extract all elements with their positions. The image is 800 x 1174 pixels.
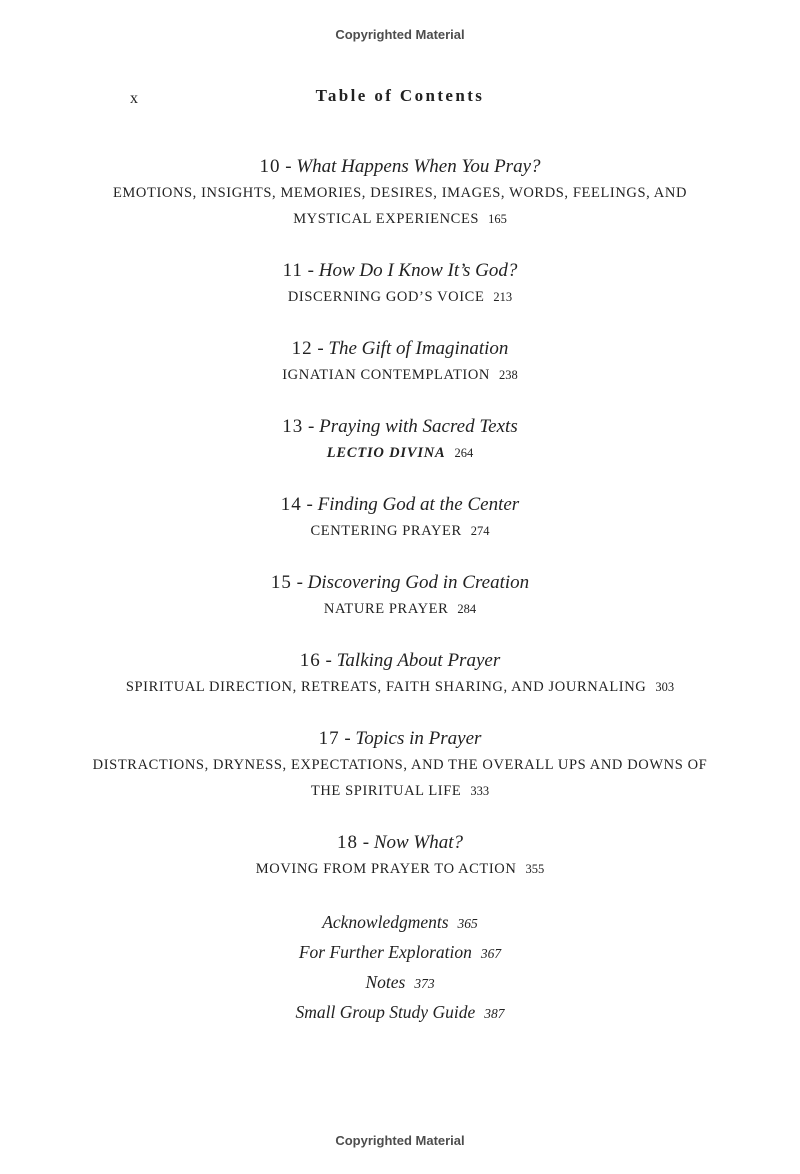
chapter-page-number: 355 [525, 862, 545, 876]
chapter-number: 10 [259, 156, 281, 177]
chapter-heading [90, 336, 710, 362]
chapter-title: Topics in Prayer [355, 728, 482, 749]
chapter-page-number: 264 [454, 446, 474, 460]
back-matter-item [90, 938, 710, 968]
chapter-subtitle-line [90, 596, 710, 622]
chapter-separator: - [291, 572, 308, 593]
chapter-subtitle-line [90, 180, 710, 232]
chapter-number: 13 [282, 416, 304, 437]
chapter-title: Talking About Prayer [336, 650, 501, 671]
chapter-page-number: 333 [470, 784, 490, 798]
back-matter-title: Small Group Study Guide [295, 1002, 476, 1022]
chapter-heading [90, 570, 710, 596]
chapter-subtitle: LECTIO DIVINA [326, 445, 446, 461]
back-matter-title: Notes [365, 972, 406, 992]
chapter-heading [90, 154, 710, 180]
toc-chapter-entry [90, 570, 710, 622]
chapter-number: 17 [318, 728, 340, 749]
toc-chapter-entry [90, 336, 710, 388]
chapter-subtitle-line [90, 518, 710, 544]
chapter-heading [90, 414, 710, 440]
chapter-heading [90, 830, 710, 856]
toc-chapter-entry [90, 414, 710, 466]
page-header [0, 86, 800, 110]
chapter-number: 18 [336, 832, 358, 853]
chapter-subtitle-line [90, 440, 710, 466]
toc-chapter-entry [90, 492, 710, 544]
chapter-subtitle-line [90, 284, 710, 310]
chapter-number: 11 [282, 260, 303, 281]
chapter-title: What Happens When You Pray? [296, 156, 541, 177]
back-matter-item [90, 908, 710, 938]
chapter-heading [90, 492, 710, 518]
chapter-title: How Do I Know It’s God? [318, 260, 518, 281]
back-matter-page-number: 373 [414, 976, 435, 991]
chapter-subtitle-line [90, 752, 710, 804]
chapter-heading [90, 258, 710, 284]
chapter-subtitle: NATURE PRAYER [323, 601, 449, 617]
back-matter-title: Acknowledgments [322, 912, 449, 932]
chapter-subtitle: EMOTIONS, INSIGHTS, MEMORIES, DESIRES, IMAGES, WORDS, FEELINGS, AND MYSTICAL EXPERIENCES [112, 185, 688, 227]
chapter-page-number: 274 [470, 524, 490, 538]
chapter-number: 12 [291, 338, 313, 359]
chapter-subtitle-line [90, 674, 710, 700]
back-matter-title: For Further Exploration [298, 942, 472, 962]
chapter-subtitle-line [90, 362, 710, 388]
chapter-separator: - [320, 650, 337, 671]
toc-chapter-entry [90, 648, 710, 700]
chapter-subtitle: IGNATIAN CONTEMPLATION [282, 367, 490, 383]
chapter-page-number: 165 [488, 212, 507, 226]
chapter-separator: - [303, 416, 320, 437]
chapter-page-number: 238 [498, 368, 518, 382]
chapter-separator: - [357, 832, 374, 853]
chapter-page-number: 303 [655, 680, 675, 694]
chapter-title: Finding God at the Center [317, 494, 520, 515]
chapter-heading [90, 648, 710, 674]
copyright-notice-bottom: Copyrighted Material [335, 1133, 465, 1148]
toc-chapter-entry [90, 154, 710, 232]
chapter-separator: - [301, 494, 318, 515]
chapter-number: 15 [270, 572, 292, 593]
chapter-title: The Gift of Imagination [328, 338, 509, 359]
back-matter-page-number: 365 [457, 916, 478, 931]
chapter-subtitle: MOVING FROM PRAYER TO ACTION [255, 861, 517, 877]
back-matter-item [90, 998, 710, 1028]
chapter-title: Now What? [373, 832, 464, 853]
toc-chapter-entry [90, 726, 710, 804]
chapter-separator: - [339, 728, 356, 749]
table-of-contents [90, 154, 710, 1028]
back-matter-page-number: 367 [480, 946, 502, 961]
chapter-separator: - [280, 156, 297, 177]
chapter-subtitle: DISTRACTIONS, DRYNESS, EXPECTATIONS, AND THE OVERALL UPS AND DOWNS OF THE SPIRITUAL LIFE [92, 757, 708, 799]
chapter-page-number: 213 [493, 290, 513, 304]
chapter-subtitle-line [90, 856, 710, 882]
chapter-number: 16 [299, 650, 321, 671]
copyright-notice-top: Copyrighted Material [335, 27, 465, 42]
chapter-subtitle: CENTERING PRAYER [310, 523, 462, 539]
back-matter-item [90, 968, 710, 998]
folio-page-number: x [130, 90, 138, 107]
back-matter-list [90, 908, 710, 1028]
chapter-subtitle: DISCERNING GOD’S VOICE [287, 289, 485, 305]
chapter-heading [90, 726, 710, 752]
page-title: Table of Contents [315, 86, 485, 105]
toc-chapter-entry [90, 258, 710, 310]
chapter-separator: - [312, 338, 329, 359]
back-matter-page-number: 387 [484, 1006, 505, 1021]
chapter-number: 14 [280, 494, 302, 515]
chapter-title: Praying with Sacred Texts [319, 416, 518, 437]
chapter-page-number: 284 [457, 602, 477, 616]
chapter-title: Discovering God in Creation [307, 572, 530, 593]
toc-chapter-entry [90, 830, 710, 882]
chapter-subtitle: SPIRITUAL DIRECTION, RETREATS, FAITH SHARING, AND JOURNALING [125, 679, 647, 695]
chapter-separator: - [302, 260, 319, 281]
